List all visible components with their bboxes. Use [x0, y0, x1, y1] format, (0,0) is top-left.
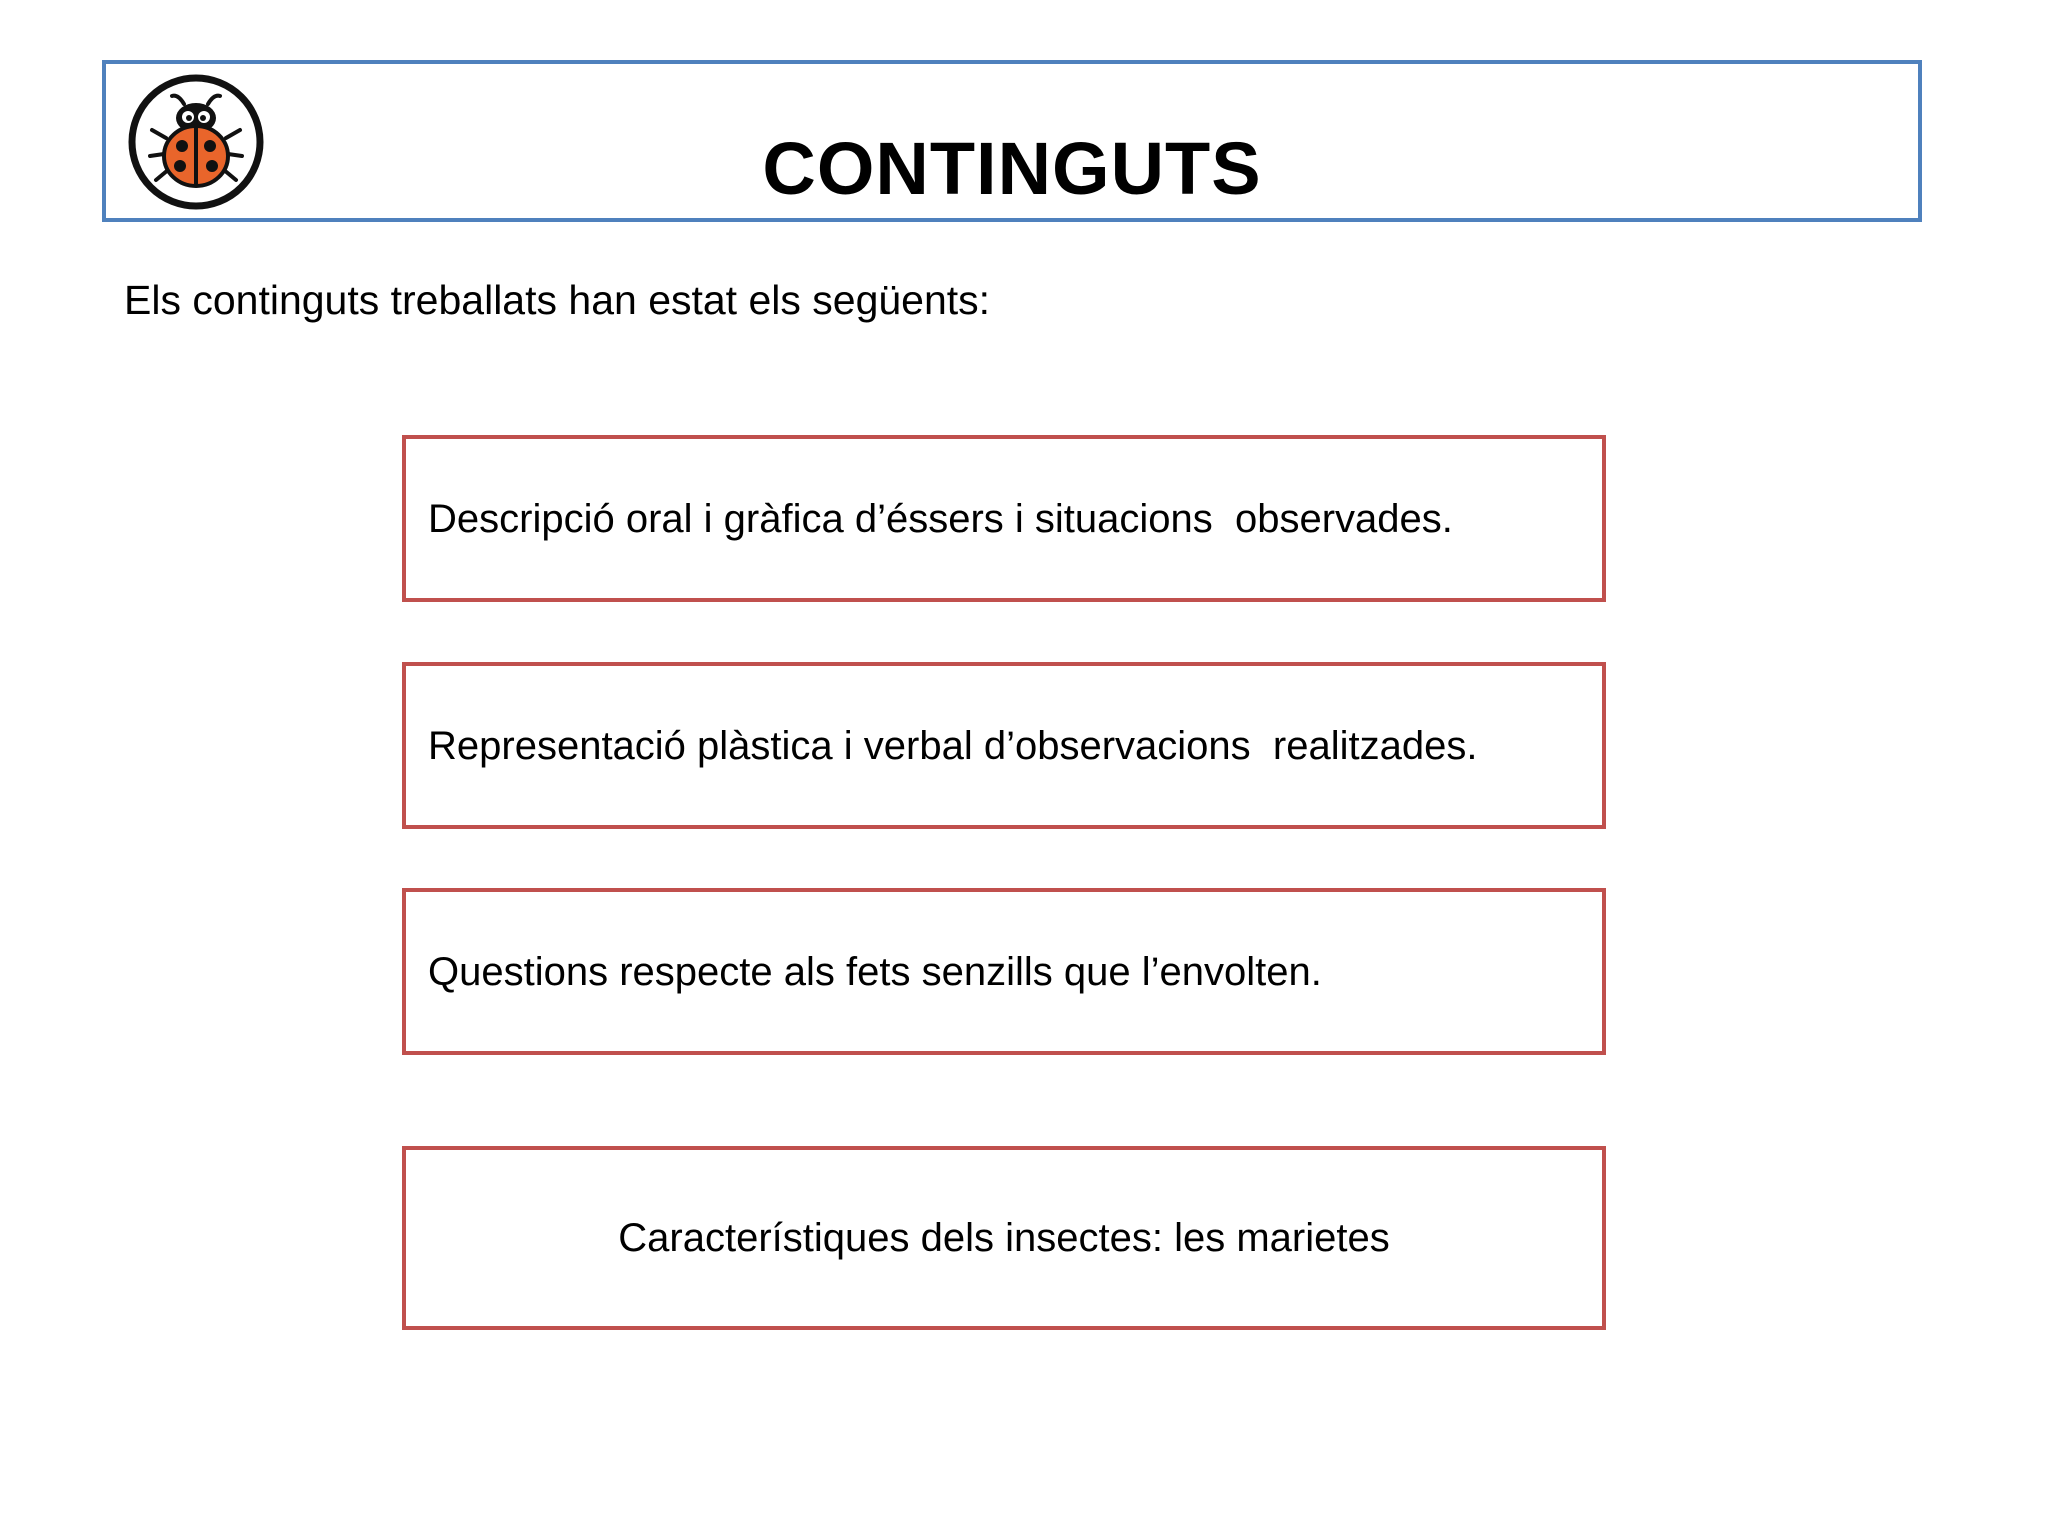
page-title: CONTINGUTS	[762, 127, 1262, 210]
intro-text: Els continguts treballats han estat els següents:	[124, 277, 991, 323]
content-item-label: Descripció oral i gràfica d’éssers i situacions observades.	[428, 496, 1453, 541]
content-item-4	[402, 1146, 1606, 1330]
content-item-label: Característiques dels insectes: les marietes	[618, 1216, 1390, 1260]
content-item-3	[402, 888, 1606, 1055]
content-item-2	[402, 662, 1606, 829]
content-item-label: Representació plàstica i verbal d’observacions realitzades.	[428, 723, 1478, 768]
header-box	[102, 60, 1922, 222]
content-item-label: Questions respecte als fets senzills que l’envolten.	[428, 949, 1322, 994]
content-item-1	[402, 435, 1606, 602]
